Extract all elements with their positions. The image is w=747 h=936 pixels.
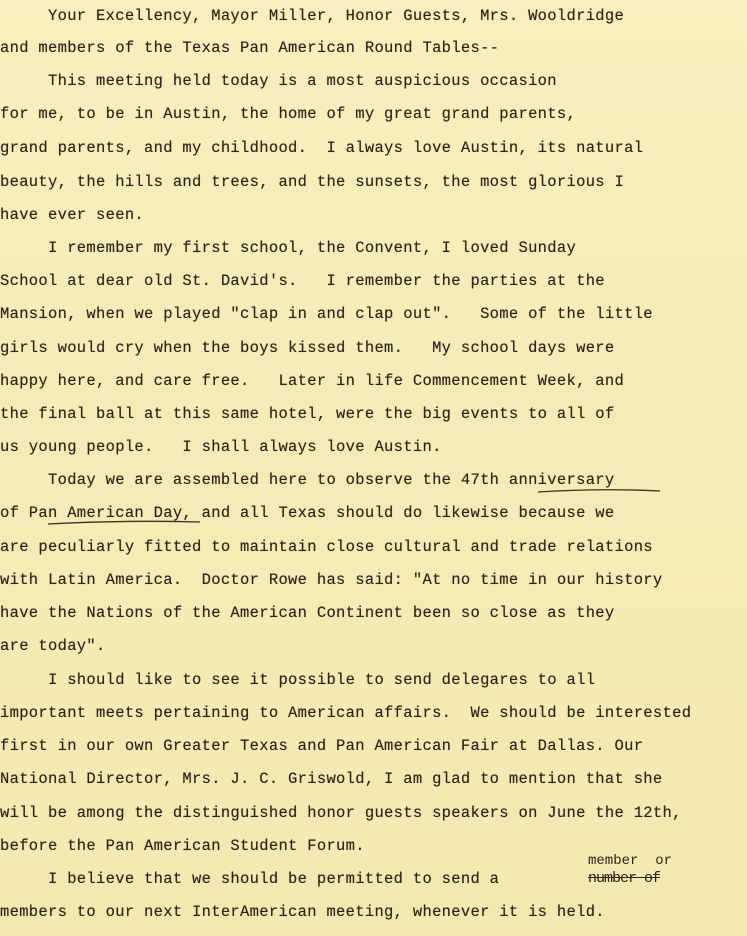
text-line: Mansion, when we played "clap in and clap out". Some of the little <box>0 305 653 323</box>
text-line: National Director, Mrs. J. C. Griswold, I am glad to mention that she <box>0 770 663 788</box>
text-line: and members of the Texas Pan American Round Tables-- <box>0 39 500 57</box>
text-line: the final ball at this same hotel, were the big events to all of <box>0 405 615 423</box>
text-line: for me, to be in Austin, the home of my great grand parents, <box>0 105 577 123</box>
text-line: of Pan American Day, and all Texas should do likewise because we <box>0 504 615 522</box>
text-line: grand parents, and my childhood. I always love Austin, its natural <box>0 139 644 157</box>
text-line: are today". <box>0 637 106 655</box>
text-line: I should like to see it possible to send delegares to all <box>0 671 596 689</box>
struck-text: number of <box>588 870 661 887</box>
text-line: Your Excellency, Mayor Miller, Honor Guests, Mrs. Wooldridge <box>0 7 625 25</box>
text-line: Today we are assembled here to observe the 47th anniversary <box>0 471 615 489</box>
text-line: girls would cry when the boys kissed them. My school days were <box>0 339 615 357</box>
text-line: important meets pertaining to American affairs. We should be interested <box>0 704 692 722</box>
text-line: have ever seen. <box>0 206 145 224</box>
text-line: first in our own Greater Texas and Pan American Fair at Dallas. Our <box>0 737 644 755</box>
text-line: I remember my first school, the Convent, I loved Sunday <box>0 239 577 257</box>
underline-47th-anniversary <box>538 490 660 492</box>
text-line: are peculiarly fitted to maintain close cultural and trade relations <box>0 538 653 556</box>
text-line: members to our next InterAmerican meeting, whenever it is held. <box>0 903 605 921</box>
text-line: I believe that we should be permitted to send a <box>0 870 500 888</box>
text-line: with Latin America. Doctor Rowe has said: "At no time in our history <box>0 571 663 589</box>
text-line: School at dear old St. David's. I remember the parties at the <box>0 272 605 290</box>
text-line: us young people. I shall always love Austin. <box>0 438 442 456</box>
text-line: This meeting held today is a most auspicious occasion <box>0 72 557 90</box>
text-line: before the Pan American Student Forum. <box>0 837 365 855</box>
text-line: beauty, the hills and trees, and the sunsets, the most glorious I <box>0 173 625 191</box>
text-line: happy here, and care free. Later in life Commencement Week, and <box>0 372 625 390</box>
text-line: will be among the distinguished honor guests speakers on June the 12th, <box>0 804 682 822</box>
interlinear-annotation: member or <box>588 853 673 869</box>
text-line: have the Nations of the American Continent been so close as they <box>0 604 615 622</box>
